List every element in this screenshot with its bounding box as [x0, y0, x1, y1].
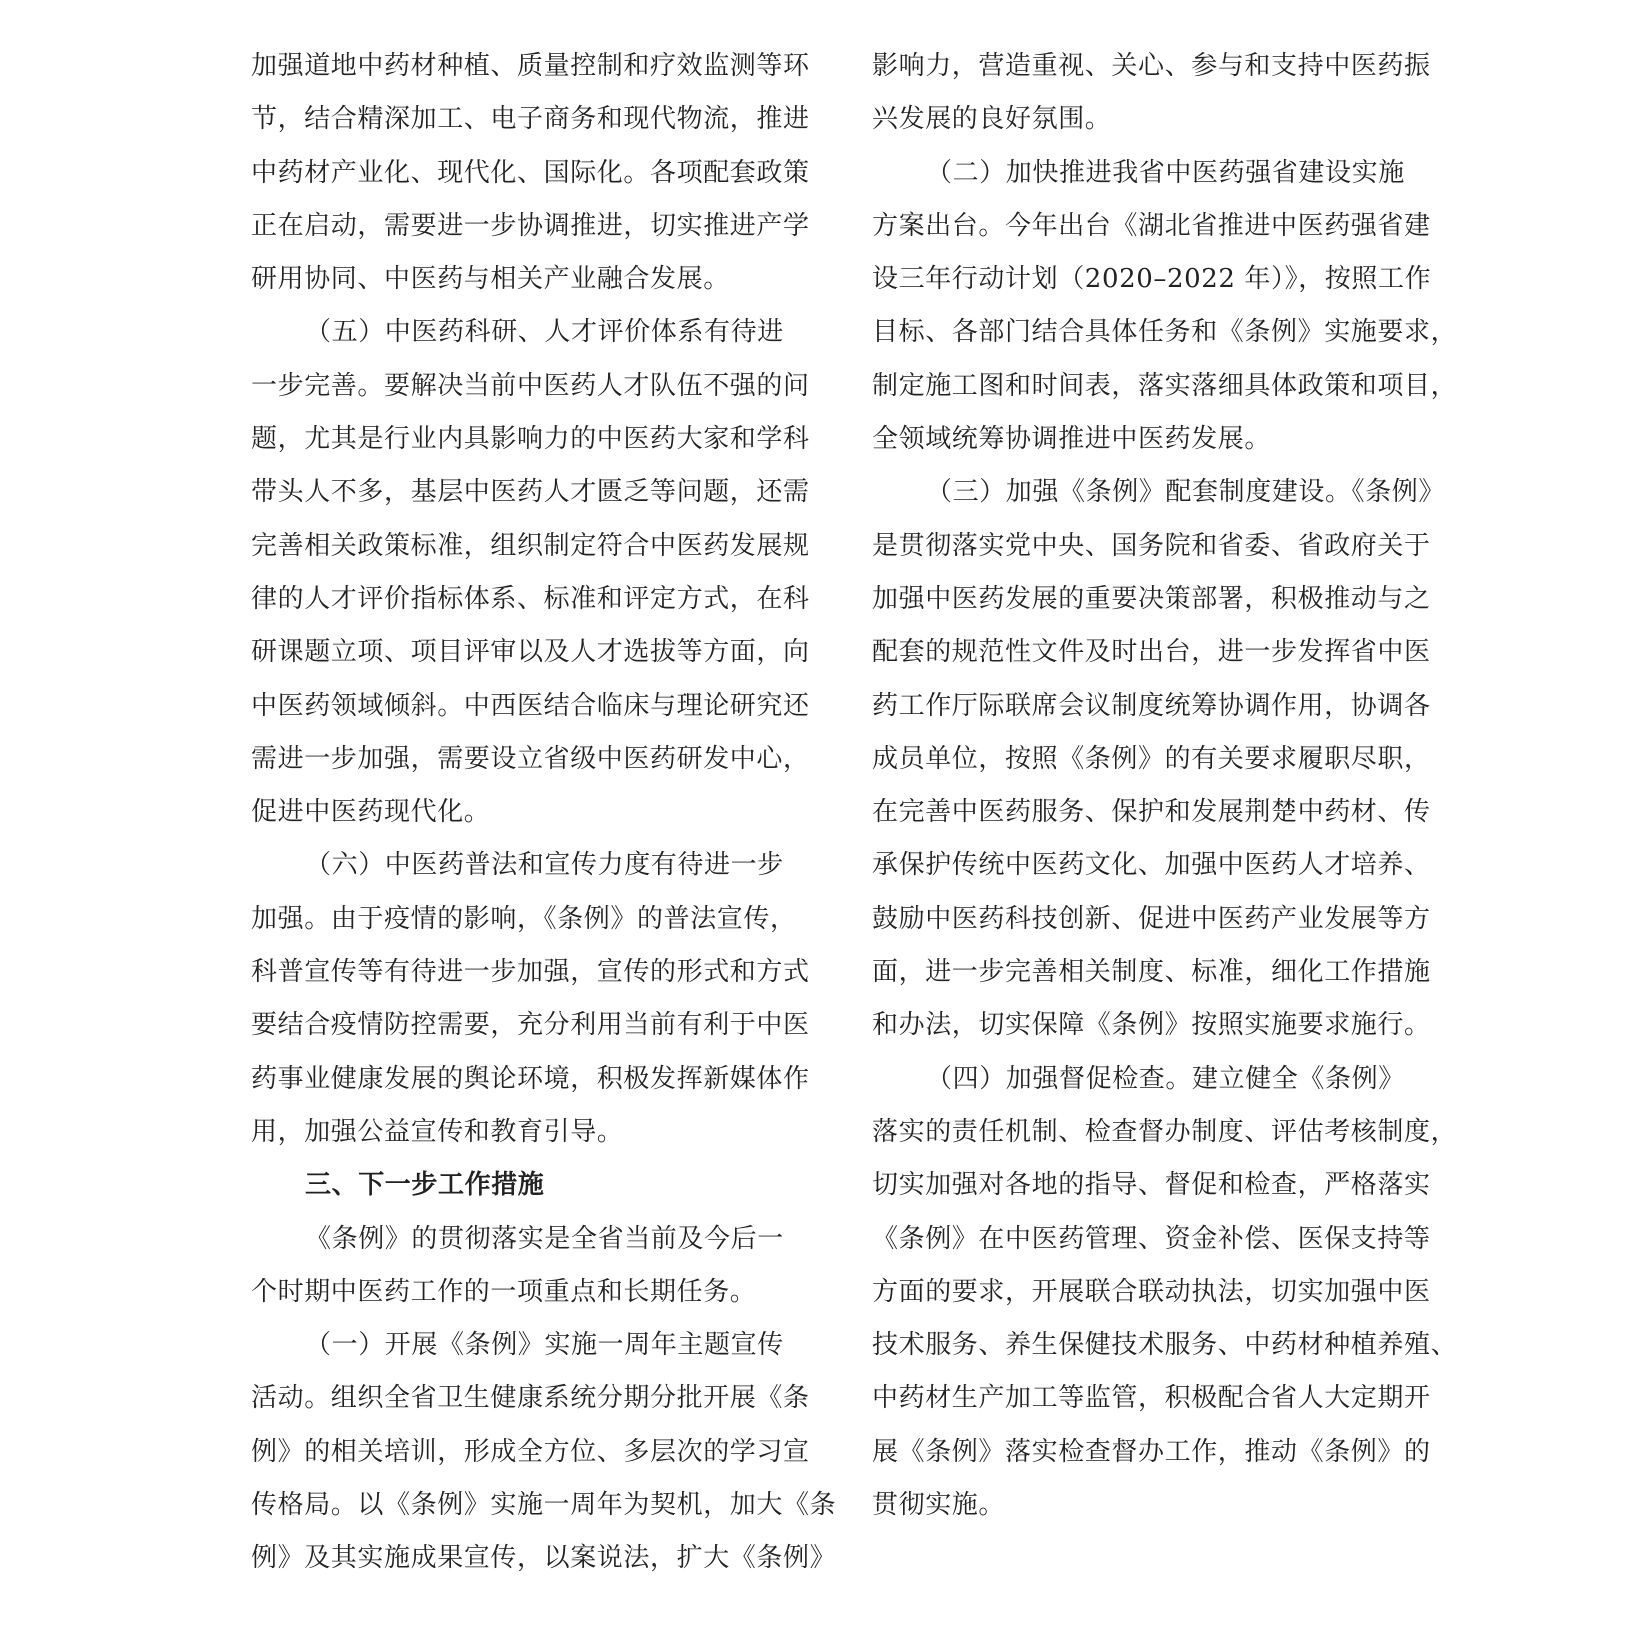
- text-line: （三）加强《条例》配套制度建设。《条例》: [926, 477, 1446, 508]
- text-line: 在完善中医药服务、保护和发展荆楚中药材、传: [872, 797, 1431, 828]
- text-line: 承保护传统中医药文化、加强中医药人才培养、: [872, 850, 1431, 881]
- text-line: 传格局。以《条例》实施一周年为契机，加大《条: [251, 1490, 837, 1521]
- text-line: 方面的要求，开展联合联动执法，切实加强中医: [872, 1276, 1431, 1307]
- text-line: 加强道地中药材种植、质量控制和疗效监测等环: [251, 51, 810, 81]
- text-line: 中药材生产加工等监管，积极配合省人大定期开: [872, 1383, 1431, 1414]
- text-line: （二）加快推进我省中医药强省建设实施: [926, 157, 1405, 188]
- text-line: 鼓励中医药科技创新、促进中医药产业发展等方: [872, 903, 1431, 934]
- text-line: 设三年行动计划（2020–2022 年）》，按照工作: [872, 264, 1432, 295]
- text-line: 题，尤其是行业内具影响力的中医药大家和学科: [251, 424, 810, 455]
- text-line: 律的人才评价指标体系、标准和评定方式，在科: [251, 583, 810, 614]
- text-line: 全领域统筹协调推进中医药发展。: [872, 424, 1272, 455]
- section-heading: 三、下一步工作措施: [305, 1170, 545, 1201]
- text-line: 和办法，切实保障《条例》按照实施要求施行。: [872, 1010, 1431, 1041]
- text-line: 完善相关政策标准，组织制定符合中医药发展规: [251, 530, 810, 561]
- text-line: 用，加强公益宣传和教育引导。: [251, 1116, 624, 1147]
- text-line: 研课题立项、项目评审以及人才选拔等方面，向: [251, 637, 810, 668]
- text-line: 技术服务、养生保健技术服务、中药材种植养殖、: [872, 1330, 1458, 1361]
- text-line: 成员单位，按照《条例》的有关要求履职尽职，: [872, 743, 1431, 774]
- left-column: [251, 40, 837, 1586]
- text-line: 正在启动，需要进一步协调推进，切实推进产学: [251, 210, 810, 241]
- text-line: 研用协同、中医药与相关产业融合发展。: [251, 264, 730, 295]
- text-line: （一）开展《条例》实施一周年主题宣传: [305, 1330, 784, 1361]
- text-line: 节，结合精深加工、电子商务和现代物流，推进: [251, 104, 810, 135]
- text-line: 活动。组织全省卫生健康系统分期分批开展《条: [251, 1383, 810, 1414]
- text-line: 《条例》在中医药管理、资金补偿、医保支持等: [872, 1223, 1431, 1254]
- text-line: （四）加强督促检查。建立健全《条例》: [926, 1063, 1405, 1094]
- text-line: 落实的责任机制、检查督办制度、评估考核制度，: [872, 1116, 1458, 1147]
- text-line: 影响力，营造重视、关心、参与和支持中医药振: [872, 51, 1431, 81]
- text-line: 中药材产业化、现代化、国际化。各项配套政策: [251, 157, 810, 188]
- text-line: 制定施工图和时间表，落实落细具体政策和项目，: [872, 370, 1458, 401]
- text-line: 例》及其实施成果宣传，以案说法，扩大《条例》: [251, 1543, 837, 1574]
- text-line: 面，进一步完善相关制度、标准，细化工作措施: [872, 957, 1431, 988]
- text-line: 中医药领域倾斜。中西医结合临床与理论研究还: [251, 690, 810, 721]
- text-line: 方案出台。今年出台《湖北省推进中医药强省建: [872, 210, 1431, 241]
- text-line: 药事业健康发展的舆论环境，积极发挥新媒体作: [251, 1063, 810, 1094]
- text-line: 需进一步加强，需要设立省级中医药研发中心，: [251, 743, 810, 774]
- text-line: 一步完善。要解决当前中医药人才队伍不强的问: [251, 370, 810, 401]
- right-column: [872, 40, 1458, 1532]
- text-line: 促进中医药现代化。: [251, 797, 491, 828]
- text-line: 兴发展的良好氛围。: [872, 104, 1112, 135]
- text-line: 要结合疫情防控需要，充分利用当前有利于中医: [251, 1010, 810, 1041]
- text-line: 贯彻实施。: [872, 1490, 1006, 1521]
- text-line: （五）中医药科研、人才评价体系有待进: [305, 317, 784, 348]
- text-line: 药工作厅际联席会议制度统筹协调作用，协调各: [872, 690, 1431, 721]
- text-line: 科普宣传等有待进一步加强，宣传的形式和方式: [251, 957, 810, 988]
- text-line: 切实加强对各地的指导、督促和检查，严格落实: [872, 1170, 1431, 1201]
- text-line: 配套的规范性文件及时出台，进一步发挥省中医: [872, 637, 1431, 668]
- text-line: 目标、各部门结合具体任务和《条例》实施要求，: [872, 317, 1458, 348]
- text-line: 《条例》的贯彻落实是全省当前及今后一: [305, 1223, 784, 1254]
- text-line: 是贯彻落实党中央、国务院和省委、省政府关于: [872, 530, 1431, 561]
- text-line: 加强中医药发展的重要决策部署，积极推动与之: [872, 583, 1431, 614]
- text-line: 个时期中医药工作的一项重点和长期任务。: [251, 1276, 757, 1307]
- text-line: （六）中医药普法和宣传力度有待进一步: [305, 850, 784, 881]
- text-line: 例》的相关培训，形成全方位、多层次的学习宣: [251, 1436, 810, 1467]
- text-line: 带头人不多，基层中医药人才匮乏等问题，还需: [251, 477, 810, 508]
- text-line: 展《条例》落实检查督办工作，推动《条例》的: [872, 1436, 1431, 1467]
- text-line: 加强。由于疫情的影响，《条例》的普法宣传，: [251, 903, 797, 934]
